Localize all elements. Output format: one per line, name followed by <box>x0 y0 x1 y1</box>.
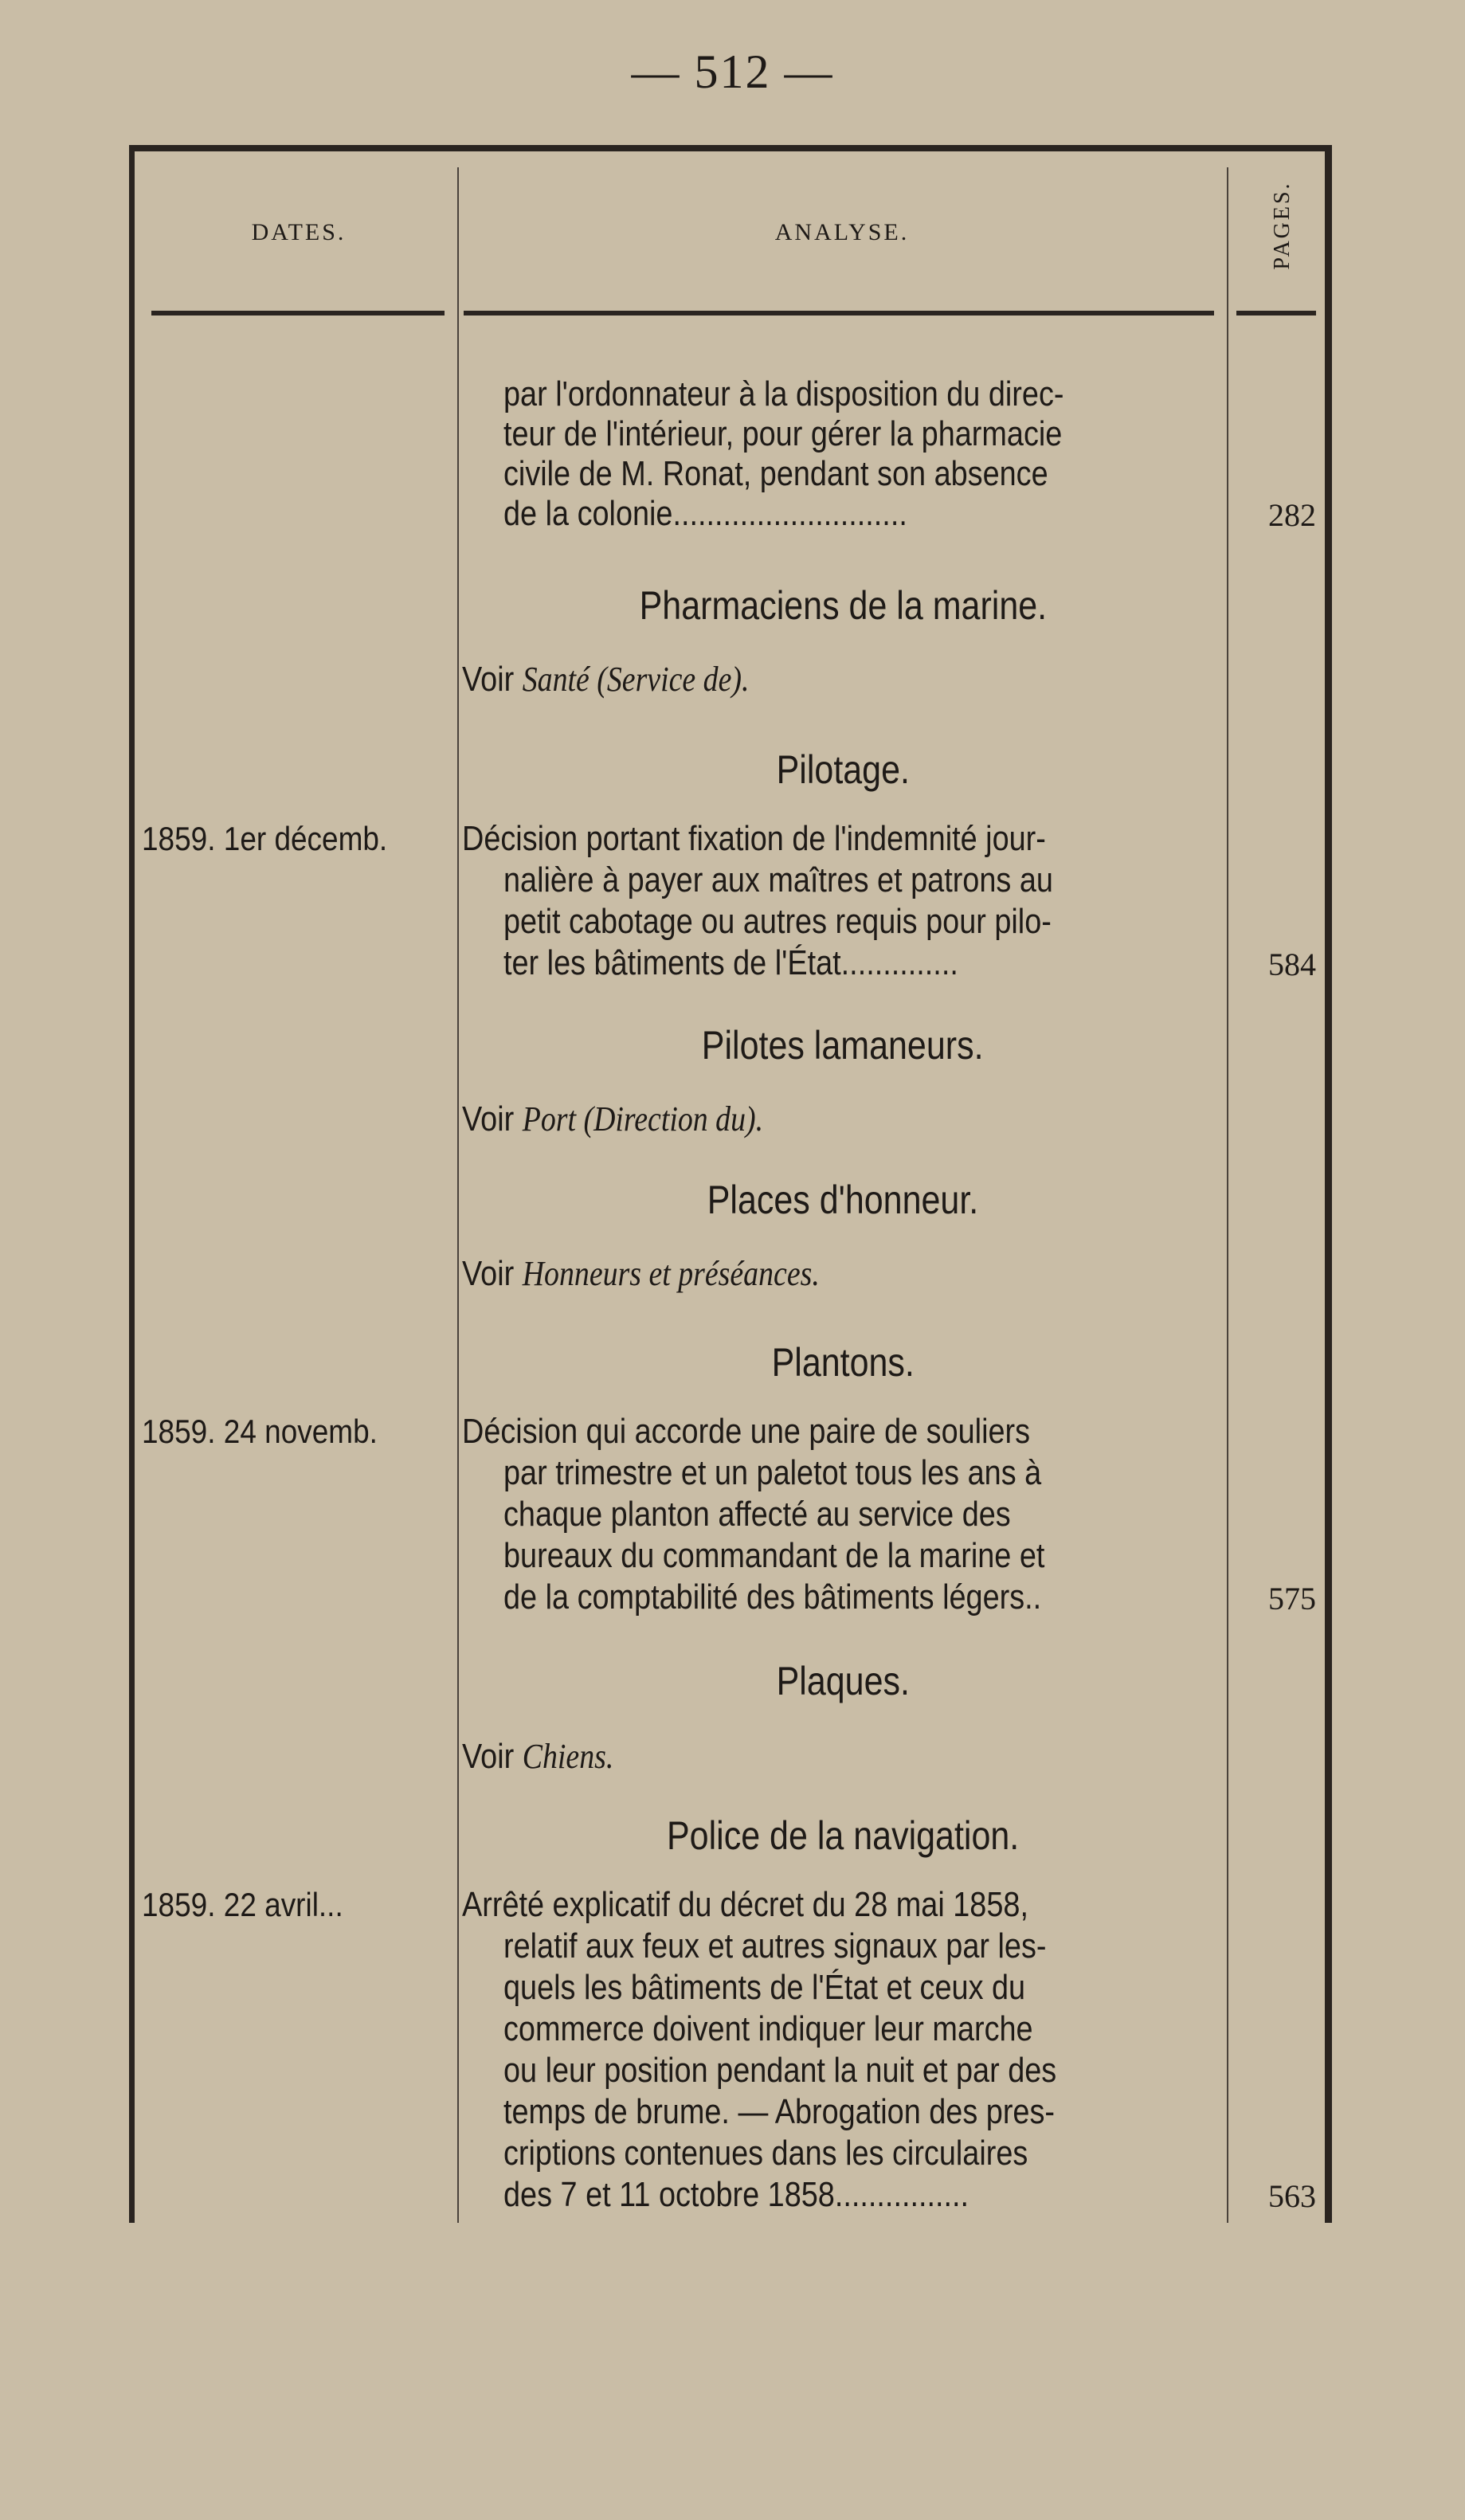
entry-line: par trimestre et un paletot tous les ans à <box>503 1453 1042 1492</box>
table-top-rule <box>129 145 1332 151</box>
page-ref: 584 <box>1268 946 1316 982</box>
entry-line: teur de l'intérieur, pour gérer la pharmacie <box>503 414 1063 453</box>
header-pages-text: PAGES. <box>1270 181 1295 270</box>
entry-line: bureaux du commandant de la marine et <box>503 1536 1045 1575</box>
see-also-reference: Santé (Service de). <box>522 660 750 699</box>
header-analyse: ANALYSE. <box>774 219 910 245</box>
entry-line: civile de M. Ronat, pendant son absence <box>503 454 1048 493</box>
see-also <box>462 660 1113 701</box>
section-heading <box>460 1812 1225 1861</box>
section-heading <box>460 1021 1225 1071</box>
section-heading <box>460 1176 1225 1225</box>
section-heading-text: Plantons. <box>771 1340 915 1385</box>
entry-date: 1859. 1er décemb. <box>142 820 388 857</box>
header-rule-pages <box>1236 311 1316 315</box>
entry-line: Décision portant fixation de l'indemnité jour- <box>462 819 1046 858</box>
see-also <box>462 1254 1113 1295</box>
section-heading-text: Police de la navigation. <box>666 1813 1020 1858</box>
column-divider-dates <box>457 167 459 2223</box>
see-also-label: Voir <box>462 1099 515 1139</box>
section-heading <box>460 1338 1225 1388</box>
section-heading <box>460 746 1225 795</box>
entry-line: de la comptabilité des bâtiments légers.. <box>503 1577 1042 1617</box>
entry-line: de la colonie............................ <box>503 494 907 533</box>
entry-line: par l'ordonnateur à la disposition du direc- <box>503 374 1064 413</box>
see-also-reference: Honneurs et préséances. <box>522 1254 820 1293</box>
see-also-reference: Port (Direction du). <box>522 1099 764 1139</box>
see-also-label: Voir <box>462 660 515 699</box>
page-ref: 563 <box>1268 2178 1316 2214</box>
see-also <box>462 1737 1113 1778</box>
column-divider-pages <box>1227 167 1228 2223</box>
entry-line: quels les bâtiments de l'État et ceux du <box>503 1968 1026 2007</box>
entry-date: 1859. 24 novemb. <box>142 1413 378 1450</box>
entry-line: nalière à payer aux maîtres et patrons au <box>503 860 1053 899</box>
header-rule-dates <box>151 311 445 315</box>
table-left-rule <box>129 145 135 2223</box>
section-heading <box>460 1657 1225 1707</box>
entry-date: 1859. 22 avril... <box>142 1886 343 1923</box>
entry-line: criptions contenues dans les circulaires <box>503 2134 1028 2173</box>
table-right-rule <box>1325 145 1332 2223</box>
see-also-reference: Chiens. <box>522 1737 614 1776</box>
see-also-label: Voir <box>462 1254 515 1293</box>
section-heading-text: Pilotes lamaneurs. <box>702 1023 984 1068</box>
page-number: — 512 — <box>631 45 834 98</box>
section-heading-text: Places d'honneur. <box>707 1178 979 1222</box>
section-heading <box>460 582 1225 631</box>
see-also-label: Voir <box>462 1737 515 1776</box>
entry-line: commerce doivent indiquer leur marche <box>503 2009 1033 2048</box>
entry-line: Décision qui accorde une paire de souliers <box>462 1412 1031 1451</box>
entry-line: temps de brume. — Abrogation des pres- <box>503 2092 1055 2131</box>
entry-line: ter les bâtiments de l'État.............. <box>503 943 958 982</box>
see-also <box>462 1099 1113 1141</box>
entry-line: chaque planton affecté au service des <box>503 1495 1011 1534</box>
entry-line: Arrêté explicatif du décret du 28 mai 1858, <box>462 1885 1028 1924</box>
entry-line: ou leur position pendant la nuit et par des <box>503 2051 1057 2090</box>
header-dates: DATES. <box>251 219 347 245</box>
page-ref: 575 <box>1268 1581 1316 1617</box>
section-heading-text: Pilotage. <box>776 747 910 792</box>
header-rule-analyse <box>464 311 1214 315</box>
entry-line: relatif aux feux et autres signaux par les- <box>503 1926 1047 1965</box>
section-heading-text: Pharmaciens de la marine. <box>639 583 1047 628</box>
header-pages <box>1249 163 1316 291</box>
entry-line: petit cabotage ou autres requis pour pilo- <box>503 902 1052 941</box>
page-ref: 282 <box>1268 497 1316 533</box>
section-heading-text: Plaques. <box>776 1659 910 1703</box>
entry-line: des 7 et 11 octobre 1858................ <box>503 2175 969 2214</box>
